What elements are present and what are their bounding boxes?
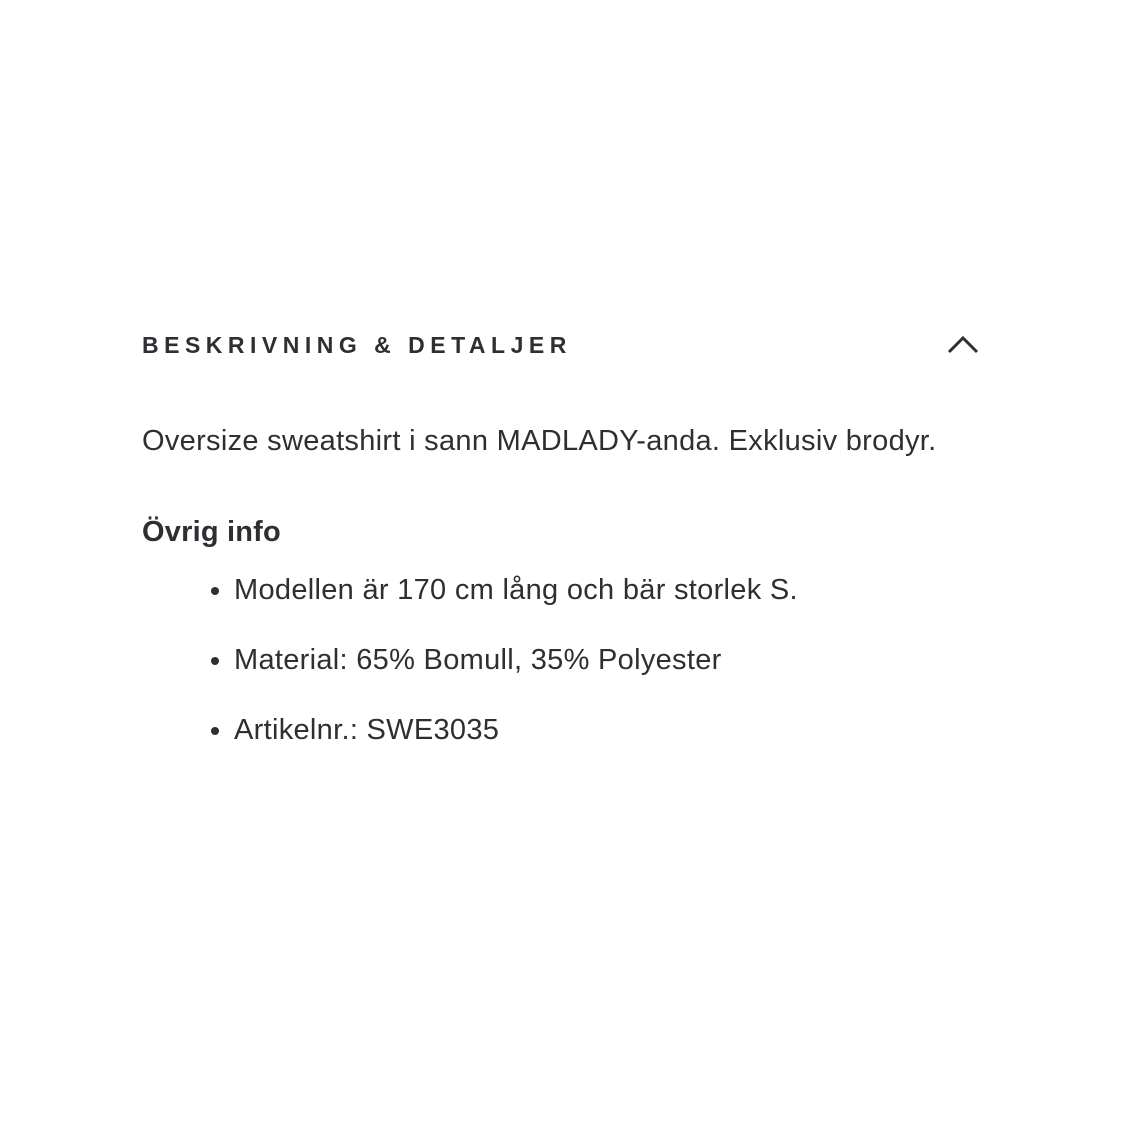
- list-item-article-number: • Artikelnr.: SWE3035: [234, 707, 983, 753]
- list-item-material: • Material: 65% Bomull, 35% Polyester: [234, 637, 983, 683]
- collapse-button[interactable]: [943, 331, 983, 359]
- list-item-model: • Modellen är 170 cm lång och bär storlek S.: [234, 567, 983, 613]
- description-text: Oversize sweatshirt i sann MADLADY-anda. Exklusiv brodyr.: [142, 425, 937, 457]
- chevron-up-icon: [945, 334, 981, 356]
- info-list: [142, 567, 983, 753]
- section-title: BESKRIVNING & DETALJER: [142, 332, 572, 358]
- subheading-ovrig-info: Övrig info: [142, 516, 281, 548]
- accordion-header[interactable]: [142, 331, 983, 359]
